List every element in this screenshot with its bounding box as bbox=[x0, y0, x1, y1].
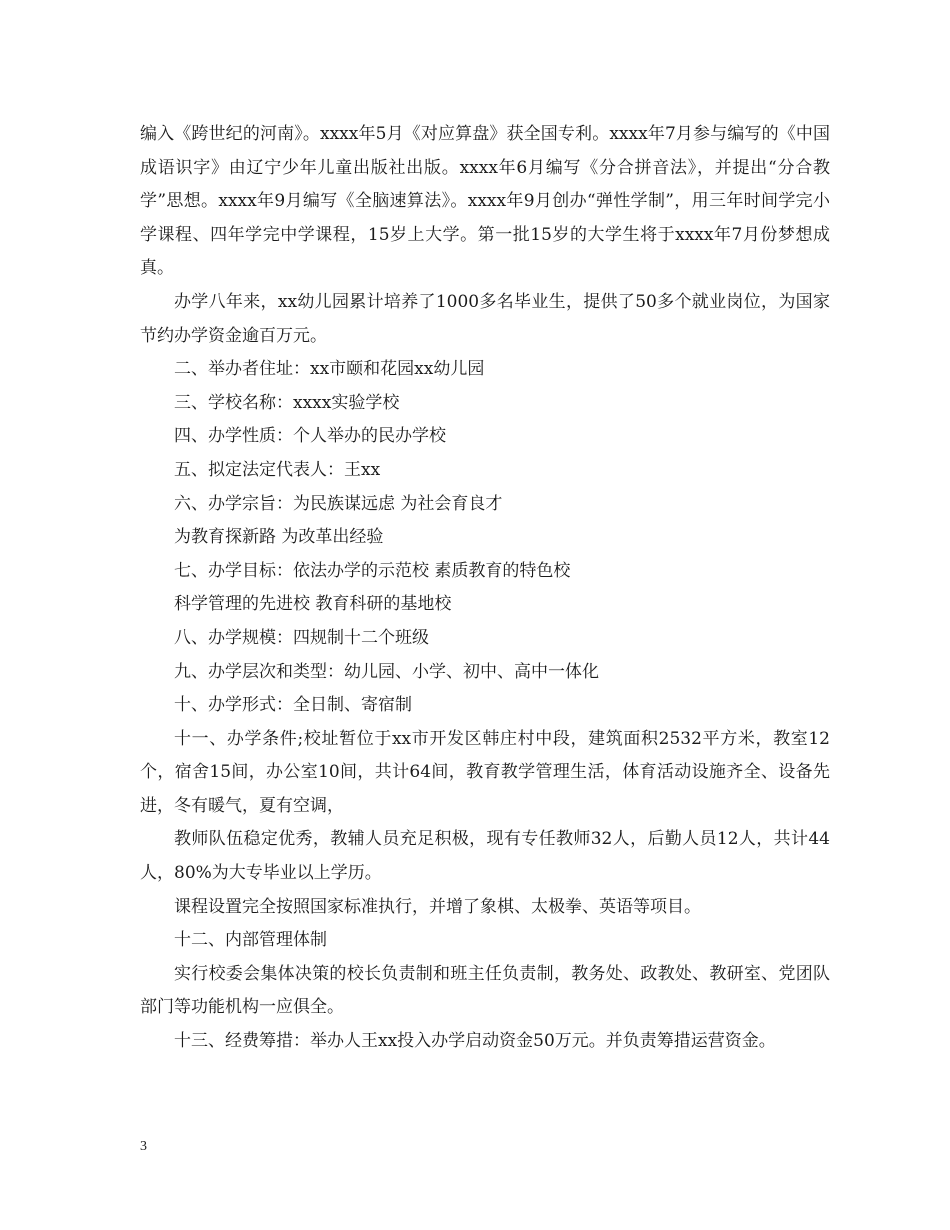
paragraph-10: 科学管理的先进校 教育科研的基地校 bbox=[174, 594, 452, 615]
paragraph-3: 二、举办者住址：xx市颐和花园xx幼儿园 bbox=[174, 359, 485, 380]
paragraph-8: 为教育探新路 为改革出经验 bbox=[174, 527, 384, 548]
paragraph-6: 五、拟定法定代表人：王xx bbox=[174, 459, 381, 480]
paragraph-17: 十二、内部管理体制 bbox=[174, 930, 327, 951]
paragraph-14: 十一、办学条件;校址暂位于xx市开发区韩庄村中段，建筑面积2532平方米，教室12个，宿舍15间，办公室10间，共计64间，教育教学管理生活，体育活动设施齐全、设备先进，冬有暖气，夏有空调， bbox=[140, 728, 830, 816]
paragraph-15: 教师队伍稳定优秀，教辅人员充足积极，现有专任教师32人，后勤人员12人，共计44人，80%为大专毕业以上学历。 bbox=[140, 829, 830, 884]
paragraph-4: 三、学校名称：xxxx实验学校 bbox=[174, 392, 400, 413]
page-number: 3 bbox=[140, 1139, 147, 1154]
paragraph-16: 课程设置完全按照国家标准执行，并增了象棋、太极拳、英语等项目。 bbox=[174, 896, 701, 917]
document-body bbox=[140, 118, 830, 1059]
paragraph-18: 实行校委会集体决策的校长负责制和班主任负责制，教务处、政教处、教研室、党团队部门等功能机构一应俱全。 bbox=[140, 963, 830, 1018]
paragraph-19: 十三、经费筹措：举办人王xx投入办学启动资金50万元。并负责筹措运营资金。 bbox=[174, 1031, 776, 1052]
paragraph-2: 办学八年来，xx幼儿园累计培养了1000多名毕业生，提供了50多个就业岗位，为国家节约办学资金逾百万元。 bbox=[140, 291, 830, 346]
paragraph-5: 四、办学性质：个人举办的民办学校 bbox=[174, 426, 446, 447]
paragraph-7: 六、办学宗旨：为民族谋远虑 为社会育良才 bbox=[174, 493, 503, 514]
paragraph-12: 九、办学层次和类型：幼儿园、小学、初中、高中一体化 bbox=[174, 661, 599, 682]
paragraph-9: 七、办学目标：依法办学的示范校 素质教育的特色校 bbox=[174, 560, 571, 581]
paragraph-13: 十、办学形式：全日制、寄宿制 bbox=[174, 695, 412, 716]
paragraph-11: 八、办学规模：四规制十二个班级 bbox=[174, 627, 429, 648]
paragraph-1: 编入《跨世纪的河南》。xxxx年5月《对应算盘》获全国专利。xxxx年7月参与编写的《中国成语识字》由辽宁少年儿童出版社出版。xxxx年6月编写《分合拼音法》，并提出“分合教学”思想。xxxx年9月编写《全脑速算法》。xxxx年9月创办“弹性学制”，用三年时间学完小学课程、四年学完中学课程，15岁上大学。第一批15岁的大学生将于xxxx年7月份梦想成真。 bbox=[140, 124, 830, 279]
